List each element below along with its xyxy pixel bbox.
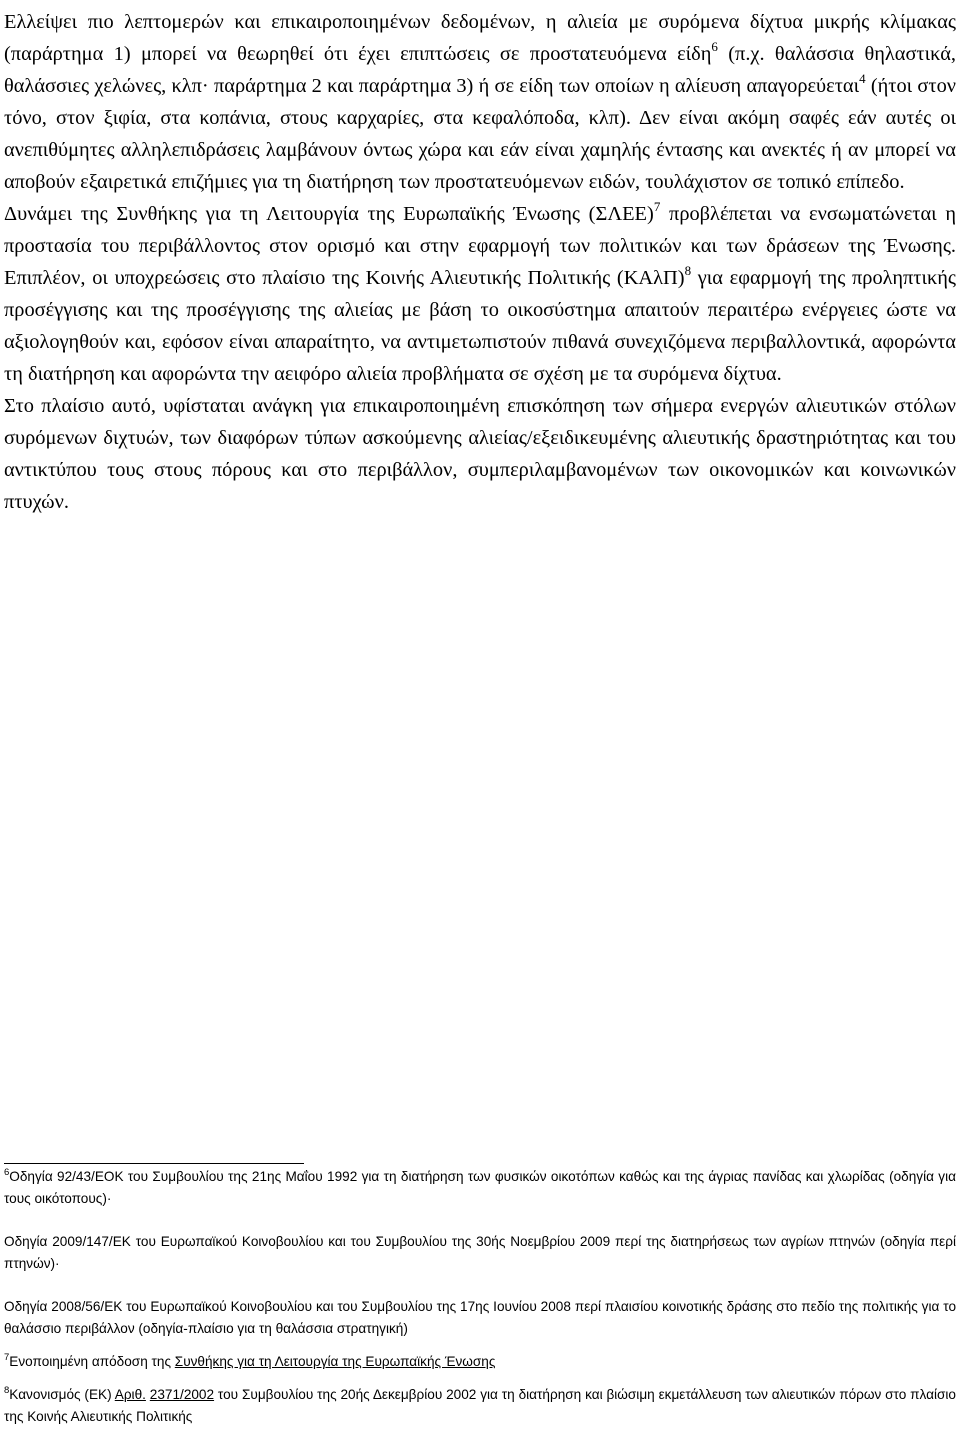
footnote-6-item-3: Οδηγία 2008/56/ΕΚ του Ευρωπαϊκού Κοινοβουλίου και του Συμβουλίου της 17ης Ιουνίου 2008 περί πλαισίου κοινοτικής δράσης στο πεδίο της πολιτικής για το θαλάσσιο περιβάλλον (οδηγία-πλαίσιο για τη θαλάσσια στρατηγική) xyxy=(4,1299,956,1336)
treaty-link[interactable]: Συνθήκης για τη Λειτουργία της Ευρωπαϊκής Ένωσης xyxy=(174,1354,496,1369)
footnote-6-item-2: Οδηγία 2009/147/ΕΚ του Ευρωπαϊκού Κοινοβουλίου και του Συμβουλίου της 30ής Νοεμβρίου 2009 περί της διατηρήσεως των αγρίων πτηνών (οδηγία περί πτηνών)· xyxy=(4,1234,956,1271)
regulation-number-link[interactable]: Αριθ. xyxy=(114,1387,146,1402)
paragraph-text: προβλέπεται να ενσωματώνεται η προστασία του περιβάλλοντος στον ορισμό και στην εφαρμογή των πολιτικών και των δράσεων της Ένωσης. Επιπλέον, οι υποχρεώσεις στο πλαίσιο της Κοινής Αλιευτικής Πολιτικής (ΚΑλΠ) xyxy=(4,203,956,289)
paragraph-text: Δυνάμει της Συνθήκης για τη Λειτουργία της Ευρωπαϊκής Ένωσης (ΣΛΕΕ) xyxy=(4,203,654,225)
regulation-id-link[interactable]: 2371/2002 xyxy=(149,1387,215,1402)
footnote-marker: 7 xyxy=(4,1352,10,1364)
footnote-text: του Συμβουλίου της 20ής Δεκεμβρίου 2002 για τη διατήρηση και βιώσιμη εκμετάλλευση των αλιευτικών πόρων στο πλαίσιο της Κοινής Αλιευτικής Πολιτικής xyxy=(4,1387,956,1424)
paragraph-treaty-obligations xyxy=(4,198,956,390)
footnote-ref-4[interactable]: 4 xyxy=(859,71,866,87)
document-body xyxy=(4,6,956,518)
paragraph-fishing-impacts xyxy=(4,6,956,198)
paragraph-text: (π.χ. θαλάσσια θηλαστικά, θαλάσσιες χελώνες, κλπ· παράρτημα 2 και παράρτημα 3) ή σε είδη των οποίων η αλίευση απαγορεύεται xyxy=(4,43,956,97)
footnote-ref-8[interactable]: 8 xyxy=(684,263,692,279)
paragraph-review-need: Στο πλαίσιο αυτό, υφίσταται ανάγκη για επικαιροποιημένη επισκόπηση των σήμερα ενεργών αλιευτικών στόλων συρόμενων διχτυών, των διαφόρων τύπων ασκούμενης αλιείας/εξειδικευμένης αλιευτικής δραστηριότητας και του αντικτύπου τους στους πόρους και στο περιβάλλον, συμπεριλαμβανομένων των οικονομικών και κοινωνικών πτυχών. xyxy=(4,395,956,513)
footnote-7 xyxy=(4,1351,956,1373)
footnotes-section xyxy=(4,1163,956,1428)
footnote-text: Κανονισμός (ΕΚ) xyxy=(9,1387,115,1402)
footnote-marker: 8 xyxy=(4,1385,10,1397)
footnote-6-item-1 xyxy=(4,1166,956,1210)
footnote-text: Οδηγία 92/43/ΕΟΚ του Συμβουλίου της 21ης Μαΐου 1992 για τη διατήρηση των φυσικών οικοτόπων καθώς και της άγριας πανίδας και χλωρίδας (οδηγία για τους οικότοπους)· xyxy=(4,1169,956,1206)
paragraph-text: για εφαρμογή της προληπτικής προσέγγισης και της προσέγγισης της αλιείας με βάση το οικοσύστημα απαιτούν περαιτέρω ενέργειες ώστε να αξιολογηθούν και, εφόσον είναι απαραίτητο, να αντιμετωπιστούν πιθανά συνεχιζόμενα περιβαλλοντικά, αφορώντα τη διατήρηση και αφορώντα την αειφόρο αλιεία προβλήματα σε σχέση με τα συρόμενα δίχτυα. xyxy=(4,267,956,385)
footnote-ref-7[interactable]: 7 xyxy=(653,199,661,215)
footnote-ref-6[interactable]: 6 xyxy=(711,39,718,55)
footnote-separator xyxy=(4,1163,304,1164)
footnote-8 xyxy=(4,1384,956,1428)
footnote-marker: 6 xyxy=(4,1167,10,1179)
paragraph-text: (ήτοι στον τόνο, στον ξιφία, στα κοπάνια, στους καρχαρίες, στα κεφαλόποδα, κλπ). Δεν είναι ακόμη σαφές εάν αυτές οι ανεπιθύμητες αλληλεπιδράσεις λαμβάνουν όντως χώρα και εάν είναι χαμηλής έντασης και ανεκτές ή αν μπορεί να αποβούν εξαιρετικά επιζήμιες για τη διατήρηση των προστατευόμενων ειδών, τουλάχιστον σε τοπικό επίπεδο. xyxy=(4,75,956,193)
footnote-text: Ενοποιημένη απόδοση της xyxy=(9,1354,175,1369)
paragraph-text: Ελλείψει πιο λεπτομερών και επικαιροποιημένων δεδομένων, η αλιεία με συρόμενα δίχτυα μικρής κλίμακας (παράρτημα 1) μπορεί να θεωρηθεί ότι έχει επιπτώσεις σε προστατευόμενα είδη xyxy=(4,11,956,65)
